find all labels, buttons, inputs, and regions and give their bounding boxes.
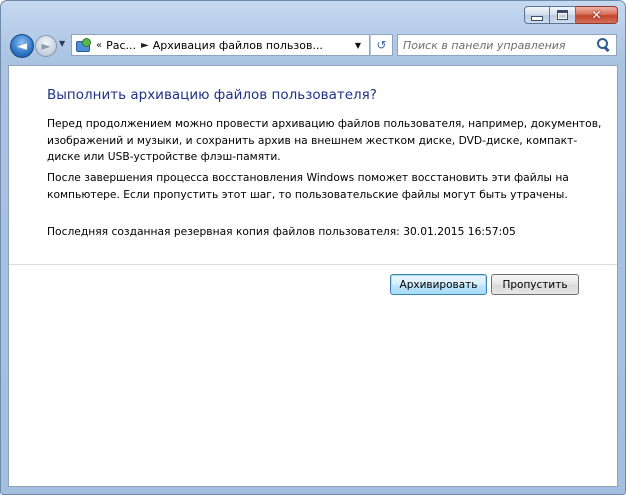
address-bar[interactable] bbox=[71, 34, 370, 56]
page-title: Выполнить архивацию файлов пользователя? bbox=[47, 87, 377, 103]
search-box bbox=[397, 34, 617, 56]
address-dropdown-icon[interactable]: ▼ bbox=[354, 40, 361, 50]
forward-button[interactable] bbox=[35, 35, 57, 57]
breadcrumb-separator-icon[interactable]: ► bbox=[141, 39, 149, 51]
minimize-button[interactable] bbox=[524, 6, 550, 24]
maximize-button[interactable] bbox=[550, 6, 576, 24]
last-backup-info bbox=[47, 225, 516, 238]
close-icon: ✕ bbox=[591, 8, 602, 22]
recent-pages-dropdown-icon[interactable]: ▼ bbox=[59, 39, 66, 48]
backup-button[interactable]: Архивировать bbox=[390, 274, 487, 295]
minimize-icon bbox=[531, 16, 543, 21]
last-backup-value: 30.01.2015 16:57:05 bbox=[403, 225, 516, 238]
last-backup-label: Последняя созданная резервная копия файлов пользователя: bbox=[47, 225, 400, 238]
content-pane bbox=[8, 65, 618, 487]
caption-buttons bbox=[524, 6, 618, 25]
search-input[interactable] bbox=[398, 35, 594, 55]
refresh-button[interactable] bbox=[371, 34, 393, 56]
breadcrumb-item[interactable]: Рас... bbox=[106, 38, 137, 52]
divider bbox=[9, 264, 617, 265]
back-button[interactable] bbox=[10, 34, 34, 58]
back-arrow-icon: ◄ bbox=[17, 38, 27, 54]
close-button[interactable] bbox=[576, 6, 618, 24]
address-overflow-chevron[interactable]: « bbox=[96, 39, 103, 51]
navigation-bar bbox=[7, 33, 619, 59]
maximize-icon bbox=[557, 10, 568, 20]
search-icon[interactable] bbox=[594, 36, 612, 54]
control-panel-icon bbox=[75, 37, 91, 53]
forward-arrow-icon: ► bbox=[41, 39, 51, 53]
breadcrumb-item-current[interactable]: Архивация файлов пользов... bbox=[152, 38, 323, 52]
skip-button[interactable]: Пропустить bbox=[491, 274, 579, 295]
refresh-icon: ↺ bbox=[376, 38, 387, 52]
intro-paragraph: Перед продолжением можно провести архивацию файлов пользователя, например, документов, изображений и музыки, и сохранить архив на внешнем жестком диске, DVD-диске, компакт-диске или USB-устройстве флэш-памяти. bbox=[47, 117, 602, 164]
warning-paragraph: После завершения процесса восстановления Windows поможет восстановить эти файлы на компьютере. Если пропустить этот шаг, то пользовательские файлы могут быть утрачены. bbox=[47, 171, 569, 201]
